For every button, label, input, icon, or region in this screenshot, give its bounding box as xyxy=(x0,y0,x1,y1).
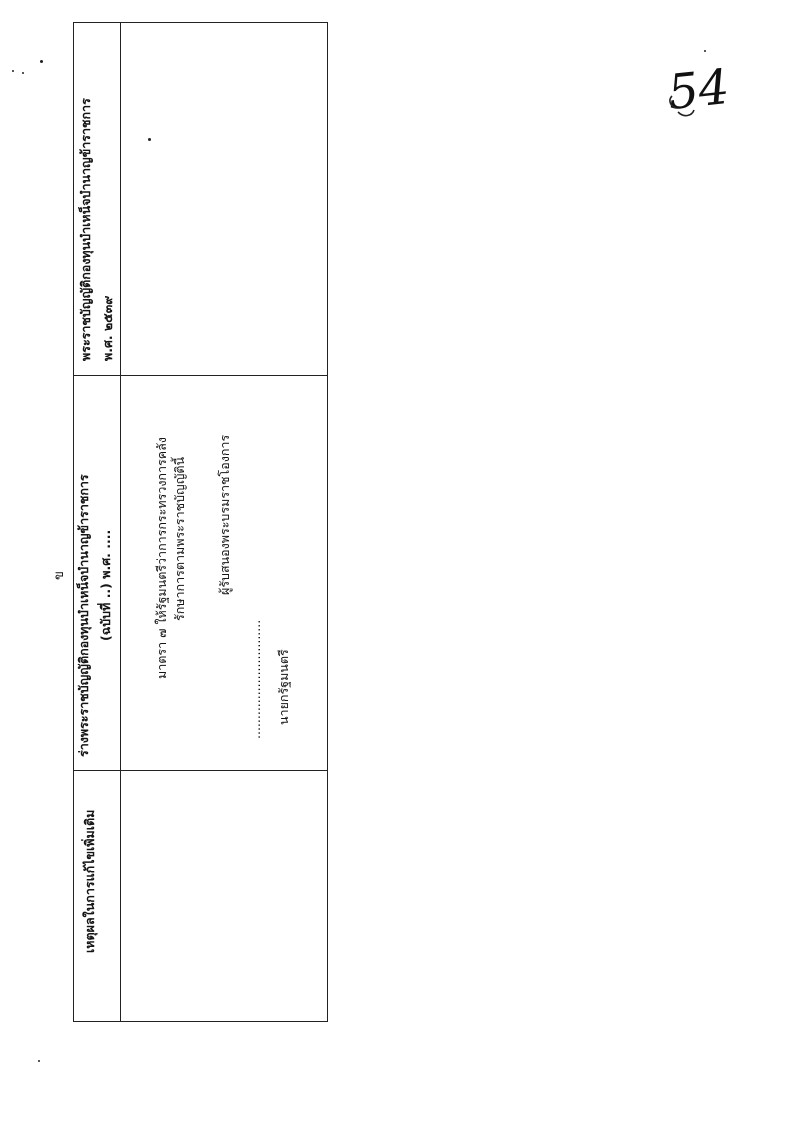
bullet-mark xyxy=(148,138,151,141)
header-original-act-line-2: พ.ศ. ๒๕๓๙ xyxy=(100,295,115,361)
comparison-table xyxy=(73,22,328,1022)
draft-section-line-2: รักษาการตามพระราชบัญญัตินี้ xyxy=(172,456,187,621)
header-draft-act-line-1: ร่างพระราชบัญญัติกองทุนบำเหน็จบำนาญข้าราชการ xyxy=(76,474,91,757)
countersign-text: ผู้รับสนองพระบรมราชโองการ xyxy=(217,434,232,595)
signatory-title: นายกรัฐมนตรี xyxy=(276,649,291,725)
speck-1 xyxy=(40,60,43,63)
draft-section-line-1: มาตรา ๗ ให้รัฐมนตรีว่าการกระทรวงการคลัง xyxy=(154,437,169,679)
speck-3 xyxy=(12,70,14,72)
page-number-stamp: 54 xyxy=(665,58,732,122)
header-reasons: เหตุผลในการแก้ไขเพิ่มเติม xyxy=(82,809,97,953)
speck-5 xyxy=(704,50,706,52)
speck-2 xyxy=(22,72,24,74)
column-divider-1 xyxy=(74,770,327,771)
page-marker: ข xyxy=(52,571,67,580)
signature-line: .............................. xyxy=(248,619,263,739)
header-separator xyxy=(120,23,121,1021)
header-original-act-line-1: พระราชบัญญัติกองทุนบำเหน็จบำนาญข้าราชการ xyxy=(78,98,93,361)
handwritten-scribble-icon xyxy=(664,86,704,126)
header-draft-act-line-2: (ฉบับที่ ..) พ.ศ. .... xyxy=(98,529,113,641)
speck-4 xyxy=(38,1060,40,1062)
column-divider-2 xyxy=(74,375,327,376)
